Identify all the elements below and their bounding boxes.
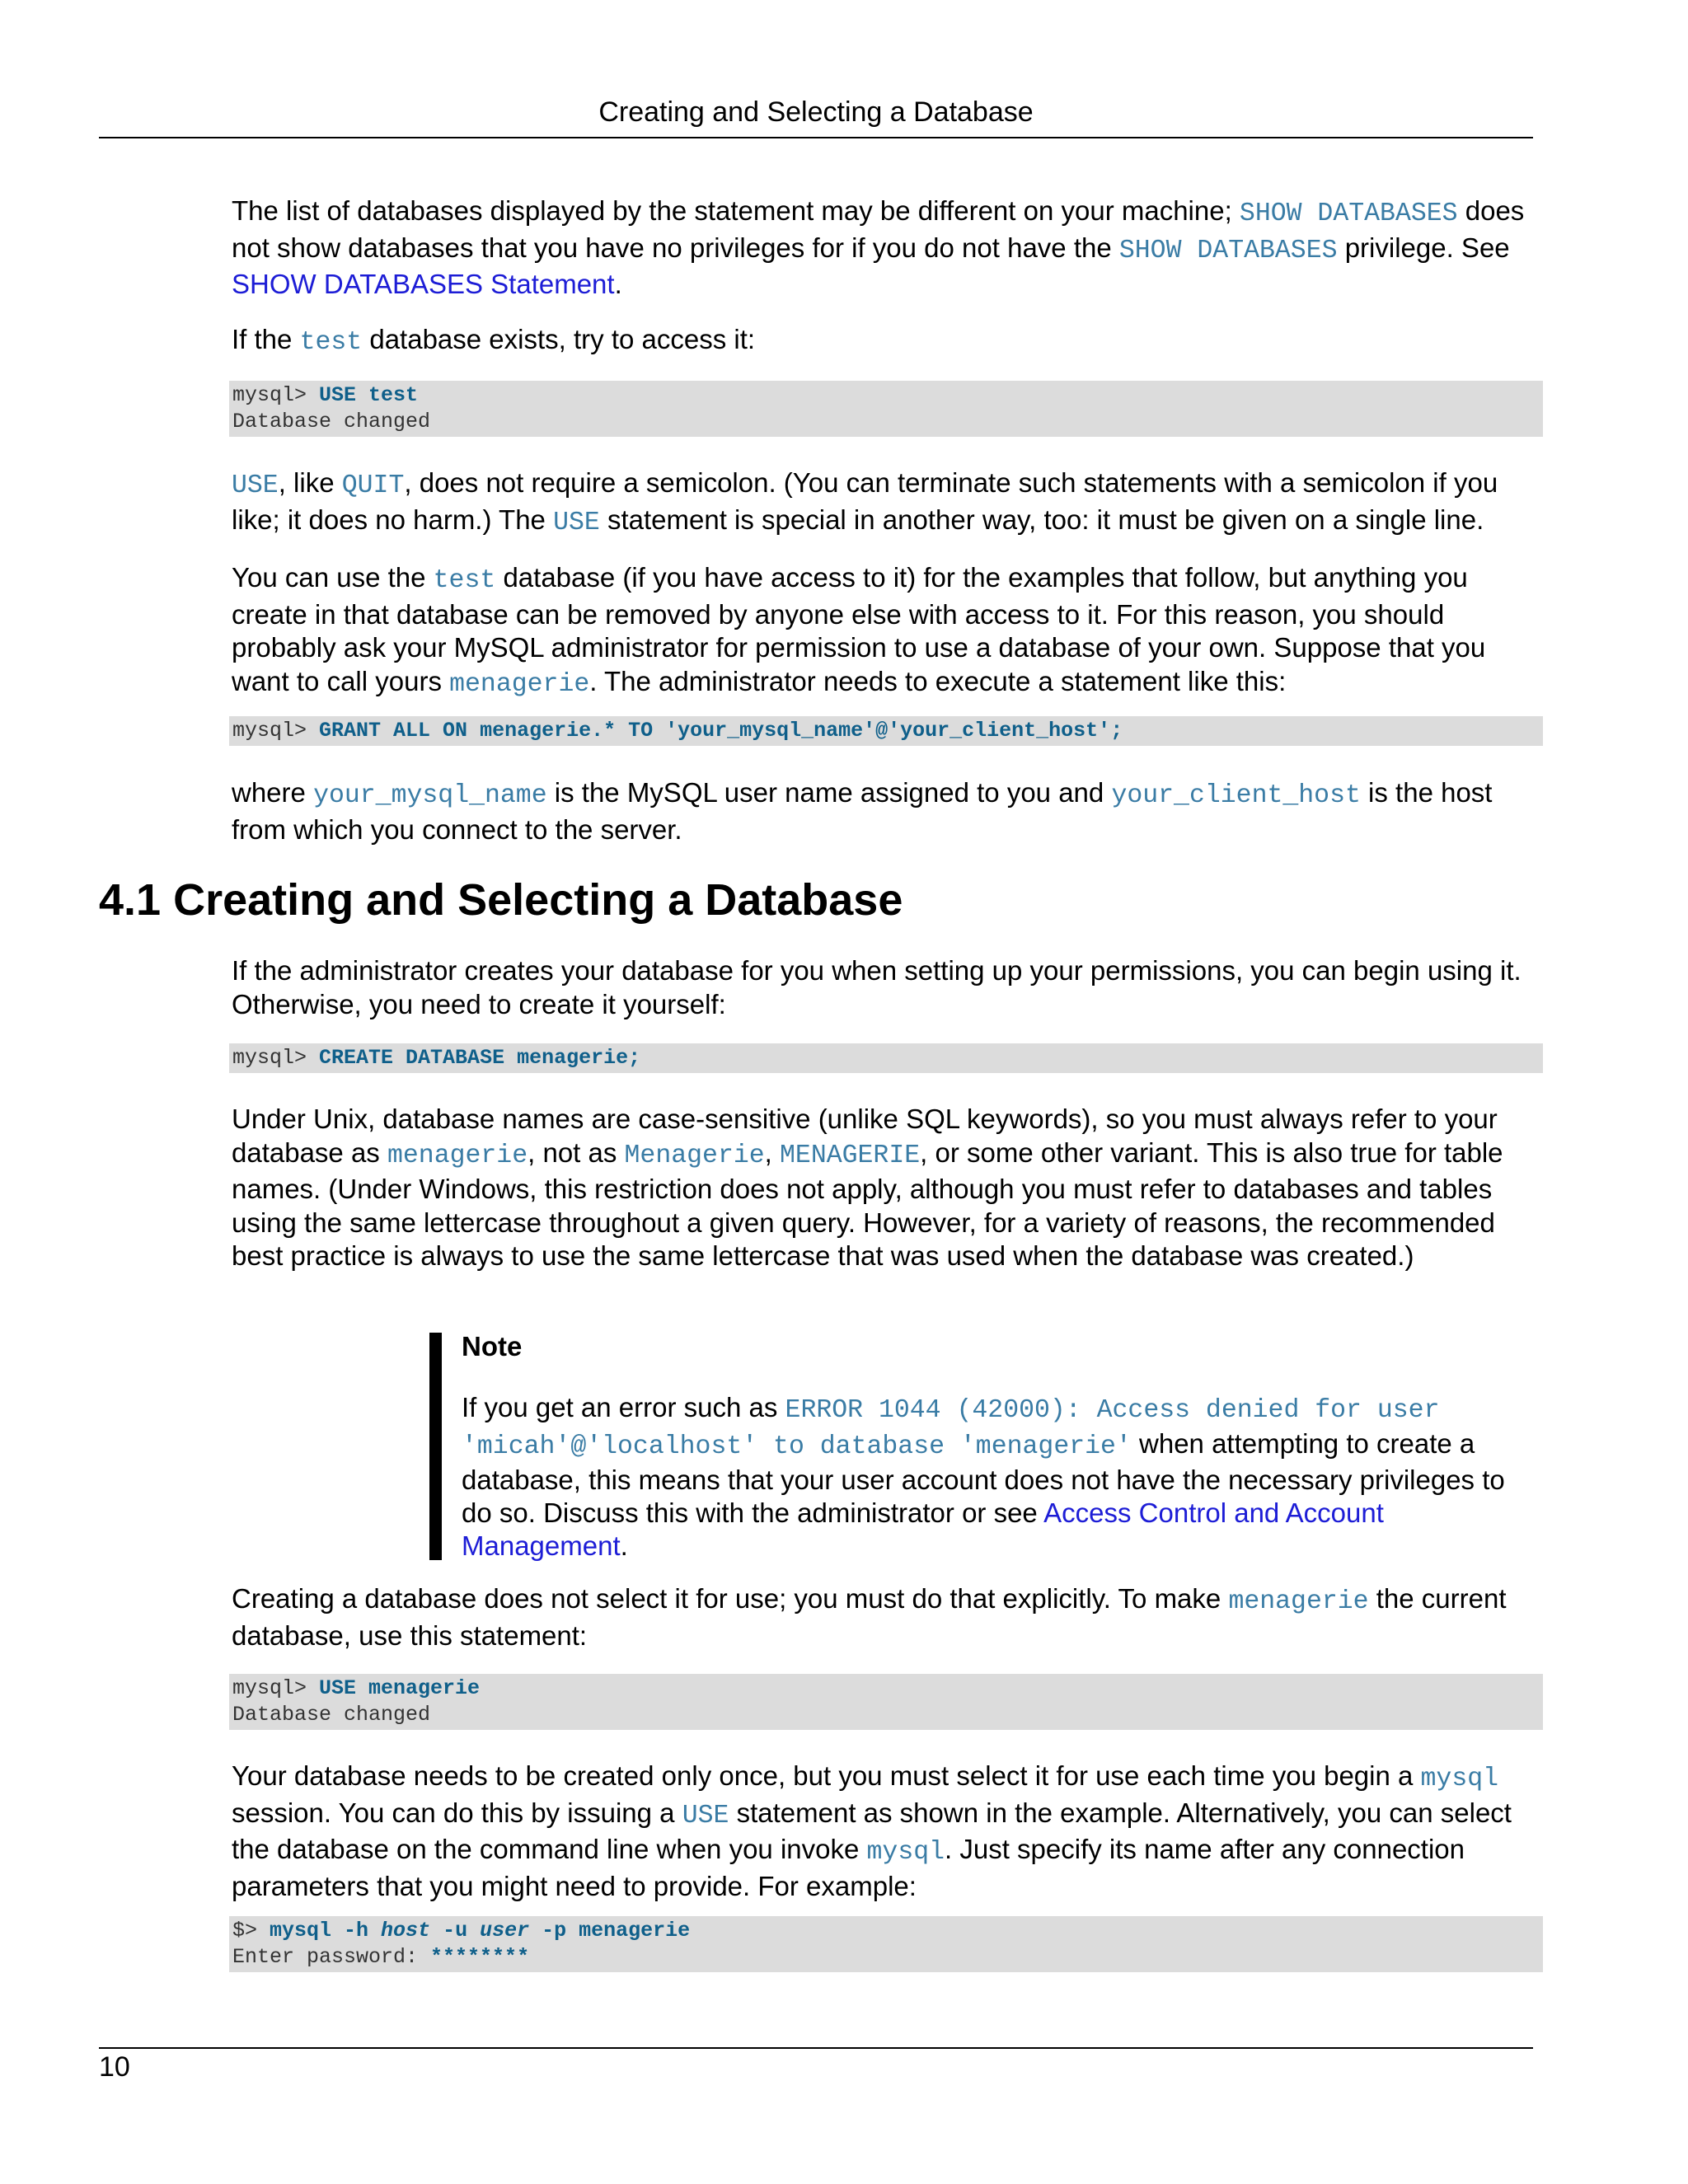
page-number: 10 [99,2051,130,2083]
paragraph-case-sensitive: Under Unix, database names are case-sensitive (unlike SQL keywords), so you must always refer to your database as menagerie, not as Menagerie, MENAGERIE, or some other variant. This is also true for table names. (Under Windows, this restriction does not apply, although you must refer to databases and tables using the same lettercase throughout a given query. However, for a variety of reasons, the recommended best practice is always to use the same lettercase that was used when the database was created.) [232,1104,1503,1271]
paragraph-databases-list: The list of databases displayed by the statement may be different on your machine; SHOW DATABASES does not show databases that you have no privileges for if you do not have the SHOW DATABASES privilege. See SHOW DATABASES Statement. [232,195,1525,299]
inline-code: your_mysql_name [313,781,547,810]
inline-code: menagerie [387,1141,528,1170]
inline-code: menagerie [1228,1587,1369,1616]
inline-code: SHOW DATABASES [1239,199,1458,228]
inline-code: your_client_host [1111,781,1361,810]
inline-code: mysql [1420,1765,1499,1793]
inline-code: USE [553,508,600,537]
running-header: Creating and Selecting a Database [598,96,1034,128]
paragraph-menagerie: You can use the test database (if you have access to it) for the examples that follow, but anything you create in that database can be removed by anyone else with access to it. For this reason, you should probably ask your MySQL administrator for permission to use a database of your own. Suppose that you want to call yours menagerie. The administrator needs to execute a statement like this: [232,562,1486,699]
paragraph-session: Your database needs to be created only once, but you must select it for use each time you begin a mysql session. You can do this by issuing a USE statement as shown in the example. Alternatively, you can select the database on the command line when you invoke mysql. Just specify its name after any connection parameters that you might need to provide. For example: [232,1760,1512,1901]
paragraph-select-db: Creating a database does not select it for use; you must do that explicitly. To make menagerie the current database, use this statement: [232,1583,1507,1651]
inline-code: test [433,566,496,595]
note-title: Note [462,1331,523,1361]
footer-rule [99,2047,1533,2049]
show-databases-link[interactable]: SHOW DATABASES Statement [232,269,615,299]
paragraph-administrator: If the administrator creates your database for you when setting up your permissions, you can begin using it. Otherwise, you need to create it yourself: [232,955,1522,1019]
code-block-command-line: $> mysql -h host -u user -p menagerie Enter password: ******** [229,1916,1543,1972]
note-bar [429,1333,442,1560]
paragraph-use-statement: USE, like QUIT, does not require a semicolon. (You can terminate such statements with a semicolon if you like; it does no harm.) The USE statement is special in another way, too: it must be given on a single line. [232,467,1498,537]
section-heading: 4.1 Creating and Selecting a Database [99,875,903,925]
note-body: If you get an error such as ERROR 1044 (42000): Access denied for user 'micah'@'localhost' to database 'menagerie' when attempting to create a database, this means that your user account does not have the necessary privileges to do so. Discuss this with the administrator or see Access Control and Account Management. [462,1392,1505,1561]
code-block-grant: mysql> GRANT ALL ON menagerie.* TO 'your_mysql_name'@'your_client_host'; [229,716,1543,746]
inline-code: Menagerie [624,1141,765,1170]
code-block-use-test: mysql> USE test Database changed [229,381,1543,437]
code-block-use-menagerie: mysql> USE menagerie Database changed [229,1674,1543,1730]
inline-code: MENAGERIE [780,1141,921,1170]
inline-code: USE [232,471,279,500]
inline-code: mysql [866,1838,945,1867]
inline-code: menagerie [449,669,590,699]
inline-code: ERROR 1044 (42000): Access denied for user 'micah'@'localhost' to database 'menagerie' [462,1396,1440,1461]
inline-code: USE [682,1801,729,1830]
paragraph-where: where your_mysql_name is the MySQL user name assigned to you and your_client_host is the host from which you connect to the server. [232,777,1493,845]
access-control-link[interactable]: Access Control and Account Management [462,1497,1384,1561]
code-block-create-database: mysql> CREATE DATABASE menagerie; [229,1043,1543,1073]
paragraph-test-db: If the test database exists, try to access it: [232,324,756,357]
inline-code: QUIT [341,471,405,500]
inline-code: test [299,328,363,357]
header-rule [99,137,1533,138]
inline-code: SHOW DATABASES [1118,236,1338,265]
